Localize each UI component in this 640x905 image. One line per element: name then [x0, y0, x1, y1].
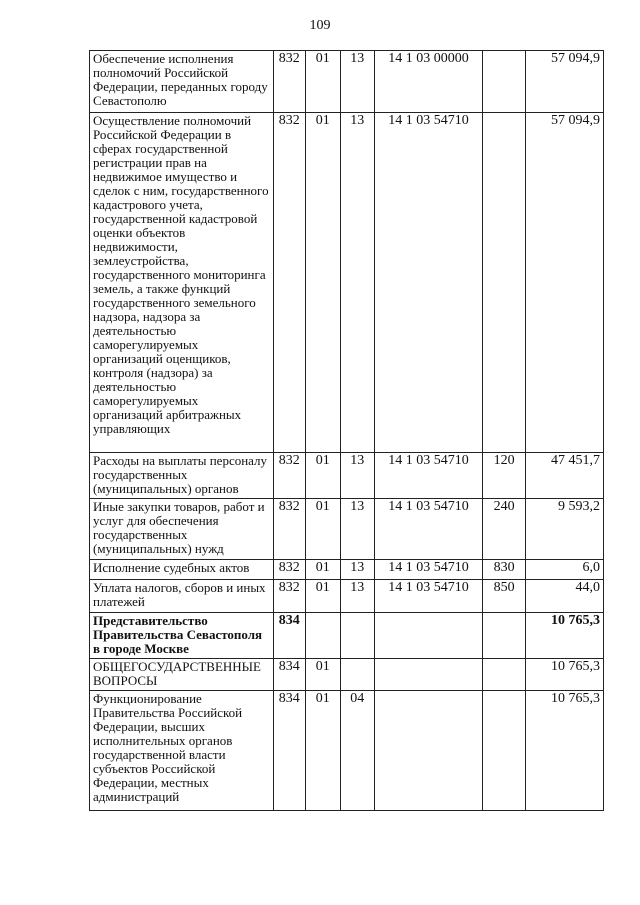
row-name: Иные закупки товаров, работ и услуг для обеспечения государственных (муниципальных) нужд	[90, 499, 274, 560]
table-row	[90, 51, 604, 113]
table-row	[90, 613, 604, 659]
row-section: 01	[305, 580, 340, 613]
row-subsection: 04	[340, 691, 375, 811]
row-amount: 57 094,9	[526, 51, 604, 113]
row-type	[483, 51, 526, 113]
row-section: 01	[305, 499, 340, 560]
row-subsection: 13	[340, 560, 375, 580]
table-row	[90, 691, 604, 811]
row-section: 01	[305, 51, 340, 113]
row-code: 832	[273, 499, 305, 560]
row-amount: 10 765,3	[526, 613, 604, 659]
budget-table-body	[90, 51, 604, 811]
row-code: 834	[273, 613, 305, 659]
table-row	[90, 453, 604, 499]
row-type: 850	[483, 580, 526, 613]
row-code: 834	[273, 659, 305, 691]
row-amount: 57 094,9	[526, 113, 604, 453]
row-section: 01	[305, 691, 340, 811]
row-target	[375, 691, 483, 811]
row-name: Функционирование Правительства Российской Федерации, высших исполнительных органов государственной власти субъектов Российской Федерации, местных администраций	[90, 691, 274, 811]
row-name: Обеспечение исполнения полномочий Российской Федерации, переданных городу Севастополю	[90, 51, 274, 113]
row-type	[483, 659, 526, 691]
row-target: 14 1 03 00000	[375, 51, 483, 113]
row-type: 120	[483, 453, 526, 499]
row-subsection	[340, 613, 375, 659]
row-subsection: 13	[340, 113, 375, 453]
row-subsection: 13	[340, 499, 375, 560]
row-subsection: 13	[340, 453, 375, 499]
row-type: 830	[483, 560, 526, 580]
table-row	[90, 659, 604, 691]
table-row	[90, 560, 604, 580]
row-subsection: 13	[340, 51, 375, 113]
row-section: 01	[305, 113, 340, 453]
budget-table	[89, 50, 604, 811]
table-row	[90, 499, 604, 560]
row-name: Уплата налогов, сборов и иных платежей	[90, 580, 274, 613]
row-amount: 10 765,3	[526, 659, 604, 691]
row-type	[483, 613, 526, 659]
row-name: Осуществление полномочий Российской Федерации в сферах государственной регистрации прав на недвижимое имущество и сделок с ним, государственного кадастрового учета, государственной кадастровой оценки объектов недвижимости, землеустройства, государственного мониторинга земель, а также функций государственного земельного надзора, надзора за деятельностью саморегулируемых организаций оценщиков, контроля (надзора) за деятельностью саморегулируемых организаций арбитражных управляющих	[90, 113, 274, 453]
row-subsection	[340, 659, 375, 691]
row-code: 832	[273, 113, 305, 453]
row-target: 14 1 03 54710	[375, 499, 483, 560]
row-amount: 9 593,2	[526, 499, 604, 560]
row-section: 01	[305, 659, 340, 691]
row-target	[375, 613, 483, 659]
row-target: 14 1 03 54710	[375, 580, 483, 613]
table-row	[90, 113, 604, 453]
row-amount: 6,0	[526, 560, 604, 580]
row-section: 01	[305, 453, 340, 499]
row-name: ОБЩЕГОСУДАРСТВЕННЫЕ ВОПРОСЫ	[90, 659, 274, 691]
row-code: 834	[273, 691, 305, 811]
row-section: 01	[305, 560, 340, 580]
row-target: 14 1 03 54710	[375, 113, 483, 453]
row-code: 832	[273, 580, 305, 613]
row-type: 240	[483, 499, 526, 560]
row-amount: 47 451,7	[526, 453, 604, 499]
row-code: 832	[273, 453, 305, 499]
row-name: Расходы на выплаты персоналу государственных (муниципальных) органов	[90, 453, 274, 499]
row-name: Исполнение судебных актов	[90, 560, 274, 580]
row-type	[483, 691, 526, 811]
row-target	[375, 659, 483, 691]
row-target: 14 1 03 54710	[375, 453, 483, 499]
row-code: 832	[273, 51, 305, 113]
row-amount: 10 765,3	[526, 691, 604, 811]
row-section	[305, 613, 340, 659]
row-amount: 44,0	[526, 580, 604, 613]
row-type	[483, 113, 526, 453]
table-row	[90, 580, 604, 613]
row-code: 832	[273, 560, 305, 580]
row-name: Представительство Правительства Севастополя в городе Москве	[90, 613, 274, 659]
page-number: 109	[309, 18, 331, 33]
row-subsection: 13	[340, 580, 375, 613]
row-target: 14 1 03 54710	[375, 560, 483, 580]
